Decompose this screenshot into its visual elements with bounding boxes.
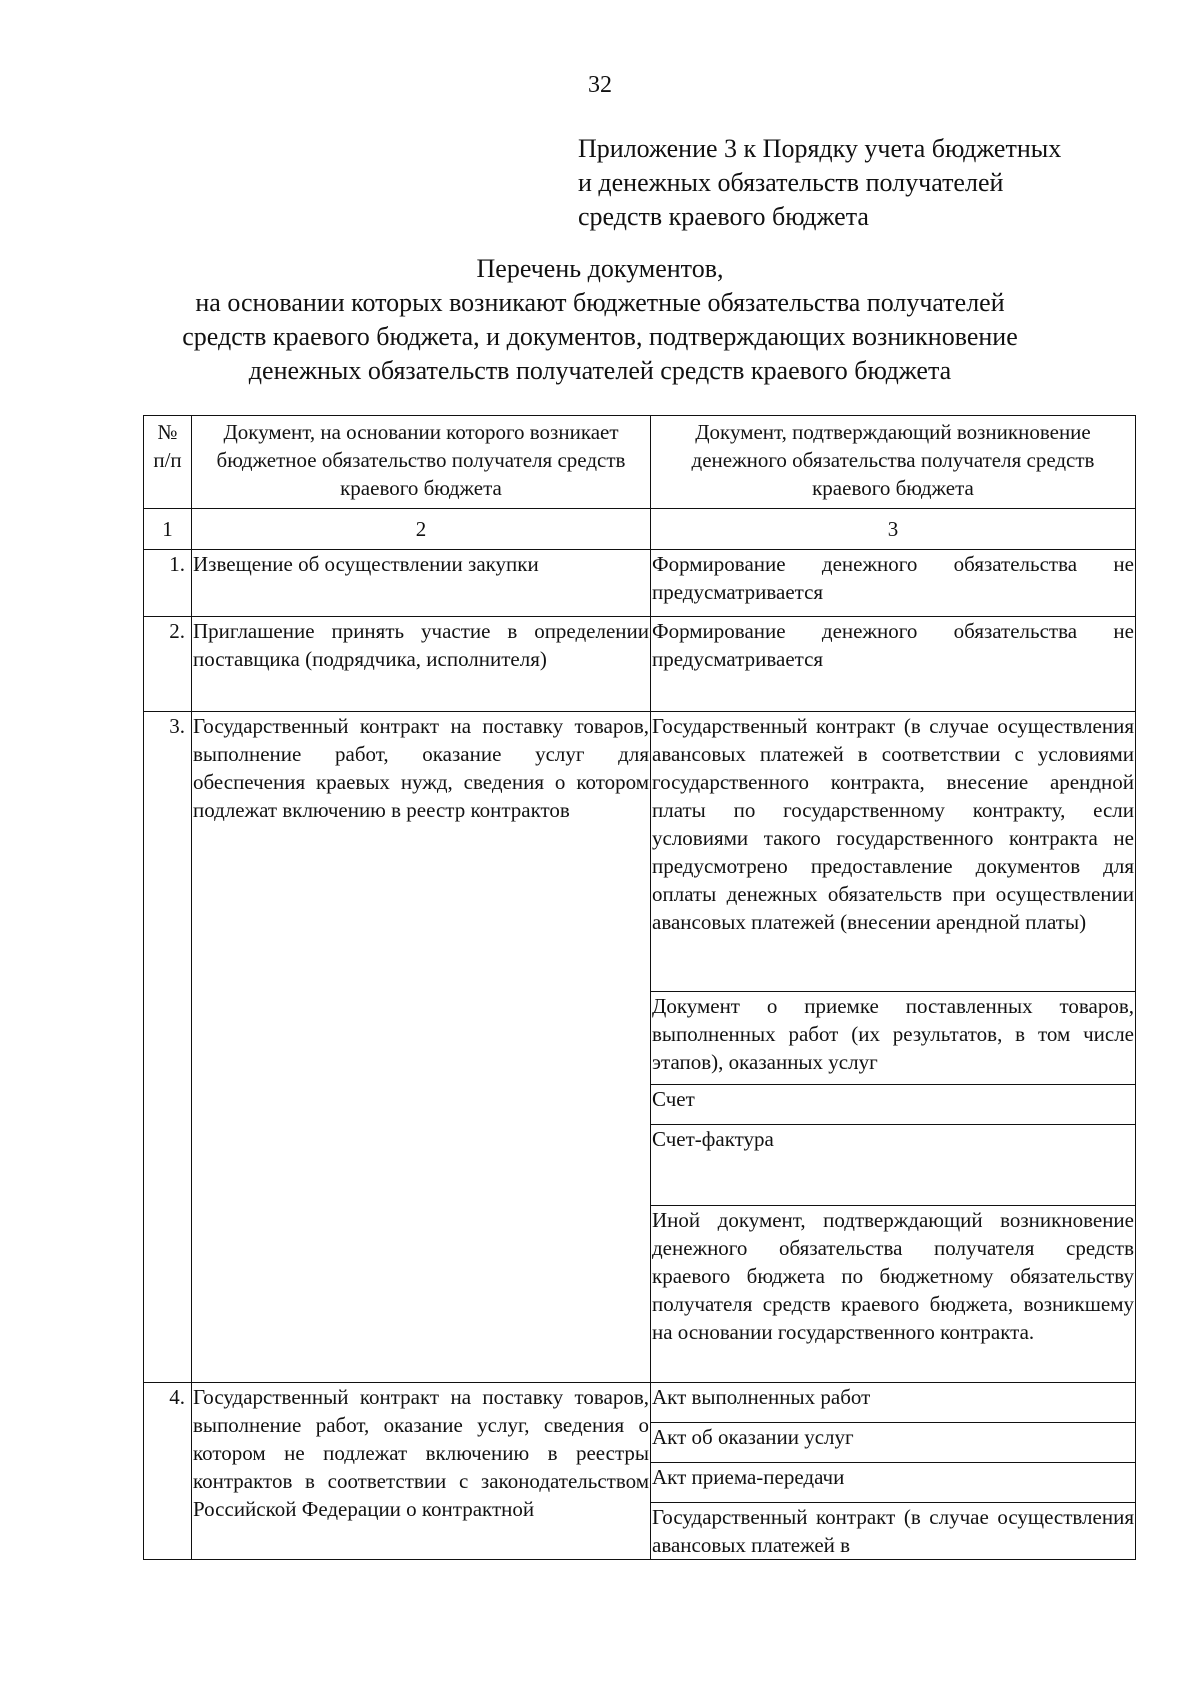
row-basis: Приглашение принять участие в определении поставщика (подрядчика, исполнителя)	[192, 617, 651, 712]
annex-line: и денежных обязательств получателей	[578, 168, 1004, 197]
title-line: на основании которых возникают бюджетные обязательства получателей	[195, 288, 1005, 317]
documents-table	[143, 415, 1136, 1560]
annex-line: Приложение 3 к Порядку учета бюджетных	[578, 134, 1062, 163]
header-basis: Документ, на основании которого возникает бюджетное обязательство получателя средств краевого бюджета	[192, 416, 651, 509]
annex-line: средств краевого бюджета	[578, 202, 869, 231]
row-confirm: Формирование денежного обязательства не предусматривается	[651, 550, 1136, 617]
title-line: денежных обязательств получателей средств краевого бюджета	[248, 356, 952, 385]
header-confirm: Документ, подтверждающий возникновение денежного обязательства получателя средств краевого бюджета	[651, 416, 1136, 509]
title-line: средств краевого бюджета, и документов, подтверждающих возникновение	[182, 322, 1018, 351]
row-basis: Извещение об осуществлении закупки	[192, 550, 651, 617]
row-number: 2.	[144, 617, 192, 712]
table-index-row	[144, 509, 1136, 550]
confirm-item: Счет	[651, 1085, 1135, 1125]
confirm-item: Иной документ, подтверждающий возникновение денежного обязательства получателя средств краевого бюджета по бюджетному обязательству получателя средств краевого бюджета, возникшему на основании государственного контракта.	[652, 1208, 1134, 1344]
table-row	[144, 617, 1136, 712]
confirm-item: Документ о приемке поставленных товаров, выполненных работ (их результатов, в том числе этапов), оказанных услуг	[651, 992, 1135, 1085]
row-basis: Государственный контракт на поставку товаров, выполнение работ, оказание услуг, сведения о котором не подлежат включению в реестры контрактов в соответствии с законодательством Российской Федерации о контрактной	[192, 1383, 651, 1560]
annex-heading	[578, 132, 1061, 234]
confirm-item: Акт приема-передачи	[651, 1463, 1135, 1503]
index-cell: 3	[651, 509, 1136, 550]
document-title	[0, 252, 1200, 388]
title-line: Перечень документов,	[476, 254, 724, 283]
confirm-item: Акт об оказании услуг	[651, 1423, 1135, 1463]
row-number: 4.	[144, 1383, 192, 1560]
row-confirm-list	[651, 712, 1136, 1383]
confirm-item: Счет-фактура	[651, 1125, 1135, 1206]
confirm-item: Государственный контракт (в случае осуществления авансовых платежей в соответствии с условиями государственного контракта, внесение арендной платы по государственному контракту, если условиями такого государственного контракта не предусмотрено предоставление документов для оплаты денежных обязательств при осуществлении авансовых платежей (внесении арендной платы)	[651, 712, 1135, 992]
table-row	[144, 712, 1136, 1383]
table-row	[144, 1383, 1136, 1560]
table-header-row	[144, 416, 1136, 509]
header-num: № п/п	[144, 416, 192, 509]
row-confirm-list	[651, 1383, 1136, 1560]
confirm-item: Акт выполненных работ	[651, 1383, 1135, 1423]
confirm-item: Государственный контракт (в случае осуществления авансовых платежей в	[652, 1505, 1134, 1557]
row-number: 1.	[144, 550, 192, 617]
row-number: 3.	[144, 712, 192, 1383]
page-number: 32	[588, 72, 612, 98]
index-cell: 1	[144, 509, 192, 550]
table-row	[144, 550, 1136, 617]
index-cell: 2	[192, 509, 651, 550]
row-confirm: Формирование денежного обязательства не предусматривается	[651, 617, 1136, 712]
row-basis: Государственный контракт на поставку товаров, выполнение работ, оказание услуг для обеспечения краевых нужд, сведения о котором подлежат включению в реестр контрактов	[192, 712, 651, 1383]
